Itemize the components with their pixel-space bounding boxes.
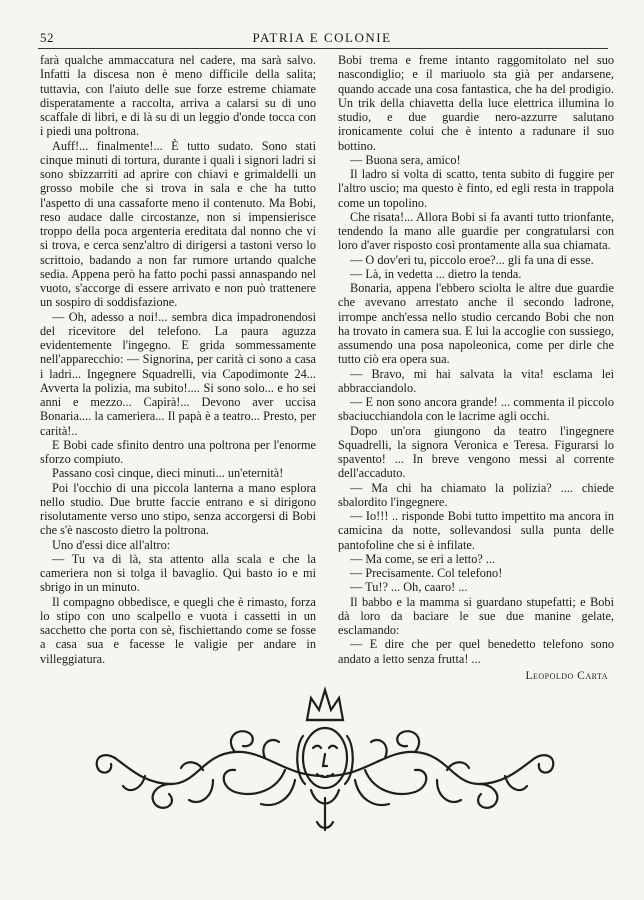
paragraph: Uno d'essi dice all'altro:	[52, 537, 171, 552]
paragraph: — Tu va di là, sta attento alla scala e che la cameriera non si tolga il bavaglio. Qui basto io e mi sbrigo in un minuto.	[40, 551, 316, 595]
paragraph: — Bravo, mi hai salvata la vita! esclama lei abbracciandolo.	[338, 366, 614, 395]
paragraph: — Tu!? ... Oh, caaro! ...	[350, 580, 468, 595]
paragraph: — Buona sera, amico!	[350, 152, 461, 167]
paragraph: Il compagno obbedisce, e quegli che è rimasto, forza lo stipo con uno scalpello e vuota i cassetti in un sacchetto che porta con sè, fischiettando come se fosse a casa sua e facesse le valigie per andare in villeggiatura.	[40, 594, 316, 666]
crown	[307, 690, 343, 720]
paragraph: farà qualche ammaccatura nel cadere, ma sarà salvo. Infatti la discesa non è meno difficile della salita; tuttavia, con l'aiuto delle sue forze estreme chiamate disperatamente a raccolta, arriva a calarsi su di uno scaffale di libri, e di là su di un leggio d'onde tocca con i piedi una poltrona.	[40, 53, 316, 139]
paragraph: Bonaria, appena l'ebbero sciolta le altre due guardie che avevano arrestato anche il secondo ladrone, irrompe anch'essa nello studio cercando Bobi che non ha trovato in camera sua. E lui la accoglie con sussiego, assumendo una posa napoleonica, come per dirle che tutto ciò era opera sua.	[338, 281, 614, 367]
page-number: 52	[40, 30, 54, 45]
running-title: PATRIA E COLONIE	[252, 30, 392, 45]
paragraph: — Ma chi ha chiamato la polizia? .... chiede sbalordito l'ingegnere.	[338, 480, 614, 509]
left-column	[40, 53, 316, 666]
header-rule	[38, 48, 608, 49]
paragraph: — Ma come, se eri a letto? ...	[350, 551, 496, 566]
paragraph: Bobi trema e freme intanto raggomitolato nel suo nascondiglio; e il mariuolo sta già per andarsene, quando accade una cosa fantastica, che ha del prodigio. Un trik della chiavetta della luce elettrica illumina lo studio, e due guardie nero-azzurre salutano ironicamente colui che è intento a radunare il suo bottino.	[338, 53, 614, 153]
ornamental-tailpiece	[85, 680, 565, 840]
paragraph: Passano così cinque, dieci minuti... un'eternità!	[52, 466, 284, 481]
paragraph: Poi l'occhio di una piccola lanterna a mano esplora nello studio. Due brutte faccie entrano e si dirigono risolutamente verso uno stipo, senza accorgersi di Bobi che s'è nascosto dietro la poltrona.	[40, 480, 316, 538]
left-scroll	[97, 731, 323, 808]
right-scroll	[327, 731, 553, 808]
paragraph: Che risata!... Allora Bobi si fa avanti tutto trionfante, tendendo la mano alle guardie per congratularsi con loro d'aver risposto così prontamente alla sua chiamata.	[338, 209, 614, 253]
author-signature: Leopoldo Carta	[525, 669, 608, 682]
paragraph: Il babbo e la mamma si guardano stupefatti; e Bobi dà loro da baciare le sue due manine gelate, esclamando:	[338, 594, 614, 637]
paragraph: — Là, in vedetta ... dietro la tenda.	[350, 266, 522, 281]
paragraph: — O dov'eri tu, piccolo eroe?... gli fa una di esse.	[350, 252, 594, 267]
paragraph: E Bobi cade sfinito dentro una poltrona per l'enorme sforzo compiuto.	[40, 437, 316, 466]
paragraph: — Precisamente. Col telefono!	[350, 566, 503, 580]
paragraph: — Oh, adesso a noi!... sembra dica impadronendosi del ricevitore del telefono. La paura aguzza evidentemente l'ingegno. E grida sommessamente nell'apparecchio: — Signorina, per carità ci sono a casa i ladri... Ingegnere Squadrelli, via Capodimonte 24... Avverta la polizia, ma subito!.... Si sono solo... e ho sei anni e mezzo... Capirà!... Devono aver uccisa Bonaria.... la cameriera... Il papà è a teatro... Presto, per carità!..	[40, 309, 316, 438]
paragraph: Dopo un'ora giungono da teatro l'ingegnere Squadrelli, la signora Veronica e Teresa. Figurarsi lo spavento! ... In breve vengono messi al corrente dell'accaduto.	[338, 423, 614, 481]
paragraph: — E non sono ancora grande! ... commenta il piccolo sbaciucchiandola con le lacrime agli occhi.	[338, 395, 614, 424]
face	[297, 728, 353, 830]
right-column	[338, 53, 614, 683]
paragraph: Il ladro si volta di scatto, tenta subito di fuggire per l'altro uscio; ma questo è finto, ed egli resta in trappola come un topolino.	[338, 167, 614, 210]
paragraph: — Io!!! .. risponde Bobi tutto impettito ma ancora in camicina da notte, sollevandosi sulla punta delle pantofoline che si è infilate.	[338, 509, 614, 552]
paragraph: — E dire che per quel benedetto telefono sono andato a letto senza frutta! ...	[338, 637, 614, 666]
paragraph: Auff!... finalmente!... È tutto sudato. Sono stati cinque minuti di tortura, durante i quali i signori ladri si sono sbizzarriti ad aprire con chiavi e grimaldelli un grosso mobile che si trova in sala e che ha tutto l'aspetto di una cassaforte meno il contenuto. Ma Bobi, reso audace dalle circostanze, non si impensierisce troppo della poca argenteria ereditata dal nonno che vi si trova, e cerca senz'altro di dirigersi a tastoni verso lo scrittoio, badando a non far rumore urtando qualche sedia. Appena però ha fatto pochi passi annaspando nel vuoto, s'accorge di essere arrivato e non può trattenere un sospiro di soddisfazione.	[40, 138, 316, 310]
